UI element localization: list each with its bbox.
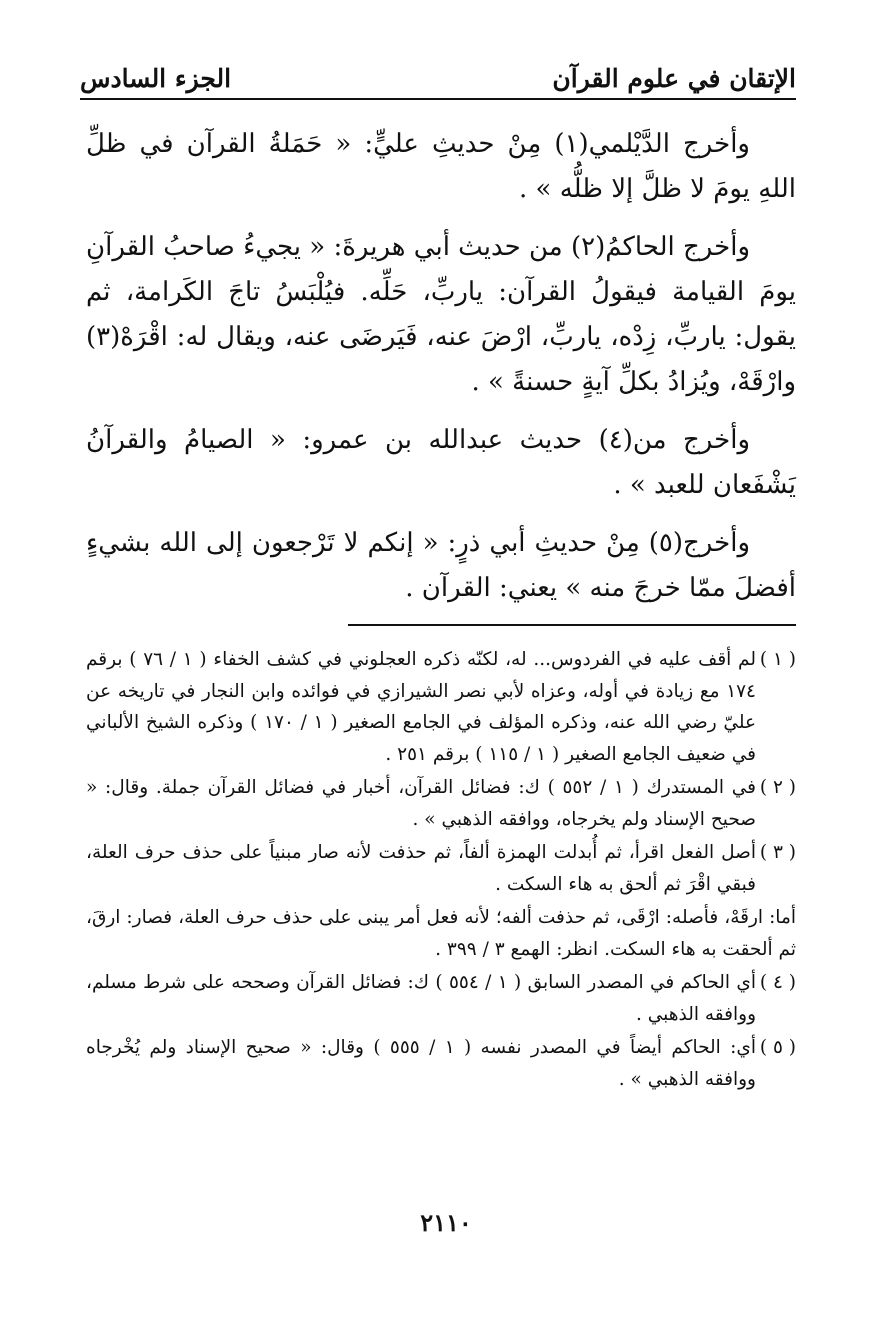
page-number: ٢١١٠ bbox=[420, 1208, 472, 1237]
footnote bbox=[86, 1032, 796, 1095]
book-title: الإتقان في علوم القرآن bbox=[552, 64, 796, 93]
paragraph: وأخرج الدَّيْلمي(١) مِنْ حديثِ عليٍّ: « حَمَلةُ القرآن في ظلِّ اللهِ يومَ لا ظلَّ إلا ظلُّه » . bbox=[86, 129, 796, 204]
footnote-number: ( ٣ ) bbox=[759, 842, 796, 863]
paragraph: وأخرج من(٤) حديث عبدالله بن عمرو: « الصيامُ والقرآنُ يَشْفَعان للعبد » . bbox=[86, 425, 796, 500]
header-rule bbox=[80, 98, 796, 100]
footnote-text: أي: الحاكم أيضاً في المصدر نفسه ( ١ / ٥٥٥ ) وقال: « صحيح الإسناد ولم يُخْرجاه ووافقه الذهبي » . bbox=[86, 1037, 757, 1090]
footnote-number: ( ١ ) bbox=[759, 649, 796, 670]
main-text bbox=[80, 122, 796, 611]
footnote-text: في المستدرك ( ١ / ٥٥٢ ) ك: فضائل القرآن، أخبار في فضائل القرآن جملة. وقال: « صحيح الإسناد ولم يخرجاه، ووافقه الذهبي » . bbox=[86, 777, 756, 830]
footnote bbox=[86, 772, 796, 835]
paragraph: وأخرج(٥) مِنْ حديثِ أبي ذرٍ: « إنكم لا تَرْجعون إلى الله بشيءٍ أفضلَ ممّا خرجَ منه » يعني: القرآن . bbox=[86, 528, 796, 603]
footnote bbox=[86, 644, 796, 770]
footnote-text: أي الحاكم في المصدر السابق ( ١ / ٥٥٤ ) ك: فضائل القرآن وصححه على شرط مسلم، ووافقه الذهبي . bbox=[86, 972, 757, 1025]
footnote bbox=[86, 967, 796, 1030]
footnote-continuation: أما: ارقَهْ، فأصله: ارْقَى، ثم حذفت ألفه؛ لأنه فعل أمر يبنى على حذف حرف العلة، فصار: ارقَ، ثم ألحقت به هاء السكت. انظر: الهمع ٣ / ٣٩٩ . bbox=[86, 907, 796, 960]
page bbox=[80, 48, 796, 1097]
footnotes bbox=[80, 644, 796, 1095]
footnote-number: ( ٥ ) bbox=[759, 1037, 797, 1058]
footnote-number: ( ٢ ) bbox=[759, 777, 796, 798]
footnote-separator bbox=[348, 624, 796, 626]
footnote bbox=[86, 837, 796, 900]
footnote-text: لم أقف عليه في الفردوس... له، لكنّه ذكره العجلوني في كشف الخفاء ( ١ / ٧٦ ) برقم ١٧٤ مع زيادة في أوله، وعزاه لأبي نصر الشيرازي في فوائده وابن النجار في تاريخه عن عليّ رضي الله عنه، وذكره المؤلف في الجامع الصغير ( ١ / ١٧٠ ) وذكره الشيخ الألباني في ضعيف الجامع الصغير ( ١ / ١١٥ ) برقم ٢٥١ . bbox=[86, 649, 757, 765]
footnote-text: أصل الفعل اقرأ، ثم أُبدلت الهمزة ألفاً، ثم حذفت لأنه صار مبنياً على حذف حرف العلة، فبقي اقْرَ ثم ألحق به هاء السكت . bbox=[86, 842, 756, 895]
paragraph: وأخرج الحاكمُ(٢) من حديث أبي هريرةَ: « يجيءُ صاحبُ القرآنِ يومَ القيامة فيقولُ القرآن: ياربِّ، حَلِّه. فيُلْبَسُ تاجَ الكَرامة، ثم يقول: ياربِّ، زِدْه، ياربِّ، ارْضَ عنه، فَيَرضَى عنه، ويقال له: اقْرَهْ(٣) وارْقَهْ، ويُزادُ بكلِّ آيةٍ حسنةً » . bbox=[86, 232, 796, 397]
part-label: الجزء السادس bbox=[80, 64, 232, 93]
running-header bbox=[80, 48, 796, 94]
footnote-number: ( ٤ ) bbox=[759, 972, 797, 993]
